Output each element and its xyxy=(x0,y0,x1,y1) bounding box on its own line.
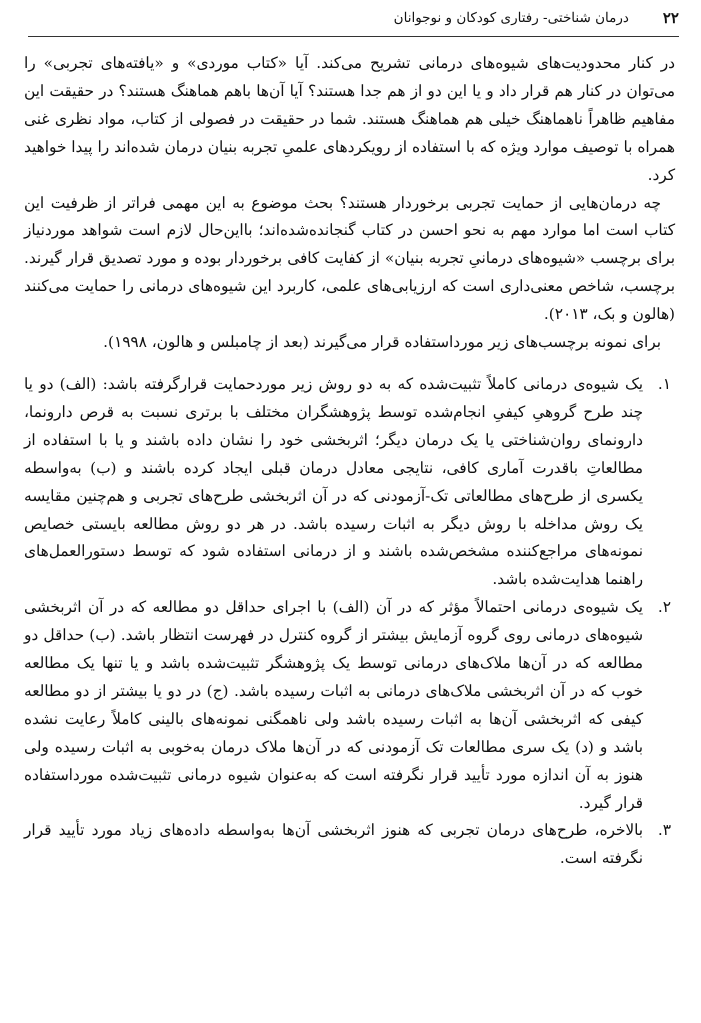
running-title: درمان شناختی- رفتاری کودکان و نوجوانان xyxy=(393,10,629,26)
list-item xyxy=(24,371,675,594)
page-body xyxy=(24,50,675,873)
list-item-number: ۳. xyxy=(657,821,671,840)
header-rule xyxy=(28,36,679,37)
list-item-text: بالاخره، طرح‌های درمان تجربی که هنوز اثربخشی آن‌ها به‌واسطه داده‌های زیاد مورد تأیید قرار نگرفته است. xyxy=(24,821,643,868)
list-item-number: ۲. xyxy=(657,598,671,617)
list-item xyxy=(24,594,675,817)
paragraph-empirical-support: چه درمان‌هایی از حمایت تجربی برخوردار هستند؟ بحث موضوع به این مهمی فراتر از ظرفیت این کتاب است اما موارد مهم به نحو احسن در کتاب گنجانده‌شده‌اند؛ بااین‌حال لازم است شواهد موردنیاز برای برچسب «شیوه‌های درمانیِ تجربه بنیان» از کفایت کافی برخوردار بوده و مورد تصدیق قرار گیرند. برچسب، شاخص معنی‌داری است که ارزیابی‌های علمی، کاربرد این شیوه‌های درمانی را حمایت می‌کنند (هالون و بک، ۲۰۱۳). xyxy=(24,193,675,324)
paragraph-continuation: در کنار محدودیت‌های شیوه‌های درمانی تشریح می‌کند. آیا «کتاب موردی» و «یافته‌های تجربی» را می‌توان در کنار هم قرار داد و یا این دو از هم جدا هستند؟ آیا آن‌ها باهم هماهنگ هستند؟ در حقیقت این مفاهیم ظاهراً ناهماهنگ خیلی هم هماهنگ هستند. شما در حقیقت در فصولی از کتاب، مواد نظری غنی همراه با توصیف موارد ویژه که با استفاده از رویکردهای علمیِ تجربه بنیان درمان شده‌اند را پیدا خواهید کرد. xyxy=(24,54,675,184)
running-header xyxy=(28,6,679,30)
list-item-text: یک شیوه‌ی درمانی احتمالاً مؤثر که در آن (الف) با اجرای حداقل دو مطالعه که در آن اثربخشی شیوه‌های درمانی روی گروه آزمایش بیشتر از گروه کنترل در فهرست انتظار باشد. (ب) حداقل دو مطالعه که در آن‌ها ملاک‌های درمانی توسط یک پژوهشگر تثبیت‌شده باشد و یا تنها یک مطالعه خوب که در آن اثربخشی ملاک‌های درمانی به اثبات رسیده باشد. (ج) در دو یا بیشتر از دو مطالعه کیفی که اثربخشی آن‌ها به اثبات رسیده باشد ولی ناهمگنی نمونه‌های بالینی کاملاً رعایت نشده باشد و (د) یک سری مطالعات تک آزمودنی که در آن‌ها ملاک درمان به‌خوبی به اثبات رسیده ولی هنوز به آن اندازه مورد تأیید قرار نگرفته است که به‌عنوان شیوه درمانی تثبیت‌شده مورداستفاده قرار گیرد. xyxy=(24,598,643,812)
list-item-text: یک شیوه‌ی درمانی کاملاً تثبیت‌شده که به دو روش زیر موردحمایت قرارگرفته باشد: (الف) دو یا چند طرح گروهیِ کیفیِ انجام‌شده توسط پژوهشگران مختلف با برتری نسبت به قرص دارونما، دارونمای روان‌شناختی یا یک درمان دیگر؛ اثربخشی خود را نشان داده باشند و یا با استفاده از مطالعاتِ باقدرت آماری کافی، نتایجی معادل درمان قبلی ایجاد کرده باشند و (ب) به‌واسطه یکسری از طرح‌های مطالعاتی تک-آزمودنی که در آن اثربخشی طرح‌های تجربی و هم‌چنین مقایسه یک روش مداخله با روش دیگر به اثبات رسیده باشد. در هر دو روش مطالعه بایستی خصایص نمونه‌های مراجع‌کننده مشخص‌شده باشند و از درمانی استفاده شود که توسط دستورالعمل‌های راهنما هدایت‌شده باشد. xyxy=(24,374,643,589)
list-item xyxy=(24,817,675,873)
list-item-number: ۱. xyxy=(657,374,671,393)
page-number: ۲۲ xyxy=(662,9,679,27)
paragraph-labels-intro: برای نمونه برچسب‌های زیر مورداستفاده قرار می‌گیرند (بعد از چامبلس و هالون، ۱۹۹۸). xyxy=(103,333,661,352)
label-criteria-list xyxy=(24,371,675,873)
